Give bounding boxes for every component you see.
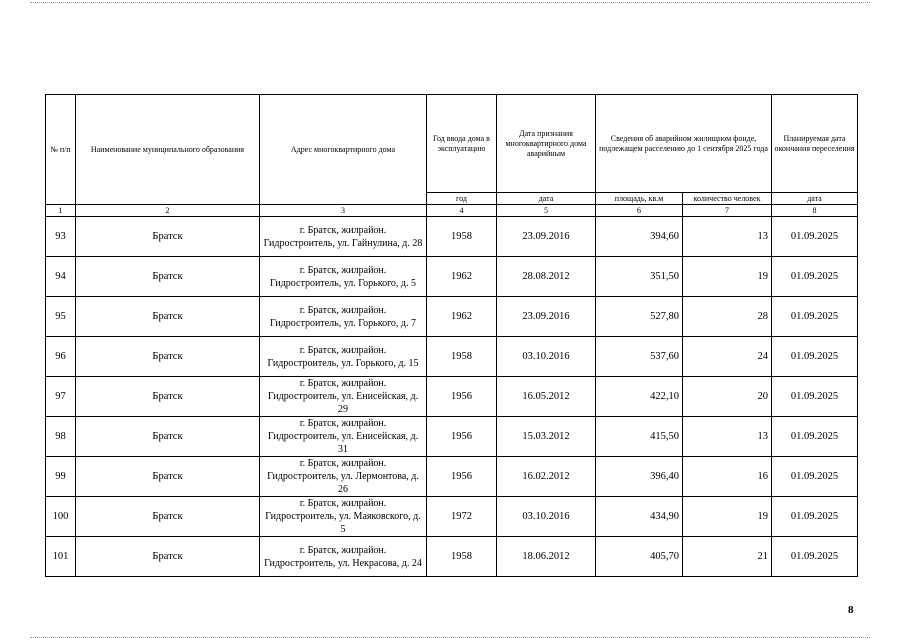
scan-edge-top — [30, 2, 870, 3]
header-info: Сведения об аварийном жилищном фонде, подлежащем расселению до 1 сентября 2025 года — [596, 95, 772, 193]
row-number-cell: 93 — [46, 217, 76, 257]
column-number: 1 — [46, 205, 76, 217]
recognition-date-cell: 23.09.2016 — [497, 297, 596, 337]
row-number-cell: 101 — [46, 537, 76, 577]
subheader-date: дата — [497, 193, 596, 205]
address-cell: г. Братск, жилрайон. Гидростроитель, ул. Маяковского, д. 5 — [260, 497, 427, 537]
area-cell: 527,80 — [596, 297, 683, 337]
subheader-planned: дата — [772, 193, 858, 205]
page-number: 8 — [848, 604, 854, 616]
table-row — [46, 337, 858, 377]
municipality-cell: Братск — [76, 457, 260, 497]
municipality-cell: Братск — [76, 217, 260, 257]
municipality-cell: Братск — [76, 537, 260, 577]
subheader-area: площадь, кв.м — [596, 193, 683, 205]
planned-date-cell: 01.09.2025 — [772, 217, 858, 257]
recognition-date-cell: 03.10.2016 — [497, 497, 596, 537]
people-count-cell: 13 — [683, 417, 772, 457]
people-count-cell: 13 — [683, 217, 772, 257]
year-cell: 1958 — [427, 537, 497, 577]
column-number: 8 — [772, 205, 858, 217]
municipality-cell: Братск — [76, 297, 260, 337]
table-row — [46, 537, 858, 577]
municipality-cell: Братск — [76, 257, 260, 297]
people-count-cell: 19 — [683, 257, 772, 297]
table-row — [46, 217, 858, 257]
row-number-cell: 96 — [46, 337, 76, 377]
subheader-year: год — [427, 193, 497, 205]
column-number-row — [46, 205, 858, 217]
planned-date-cell: 01.09.2025 — [772, 337, 858, 377]
planned-date-cell: 01.09.2025 — [772, 297, 858, 337]
year-cell: 1962 — [427, 257, 497, 297]
planned-date-cell: 01.09.2025 — [772, 377, 858, 417]
resettlement-table — [45, 94, 858, 577]
recognition-date-cell: 23.09.2016 — [497, 217, 596, 257]
year-cell: 1958 — [427, 217, 497, 257]
column-number: 6 — [596, 205, 683, 217]
column-number: 2 — [76, 205, 260, 217]
year-cell: 1956 — [427, 457, 497, 497]
header-recognition: Дата признания многоквартирного дома аварийным — [497, 95, 596, 193]
recognition-date-cell: 16.02.2012 — [497, 457, 596, 497]
year-cell: 1956 — [427, 377, 497, 417]
recognition-date-cell: 03.10.2016 — [497, 337, 596, 377]
planned-date-cell: 01.09.2025 — [772, 537, 858, 577]
address-cell: г. Братск, жилрайон. Гидростроитель, ул. Енисейская, д. 29 — [260, 377, 427, 417]
area-cell: 396,40 — [596, 457, 683, 497]
year-cell: 1956 — [427, 417, 497, 457]
address-cell: г. Братск, жилрайон. Гидростроитель, ул. Горького, д. 15 — [260, 337, 427, 377]
recognition-date-cell: 16.05.2012 — [497, 377, 596, 417]
address-cell: г. Братск, жилрайон. Гидростроитель, ул. Гайнулина, д. 28 — [260, 217, 427, 257]
area-cell: 351,50 — [596, 257, 683, 297]
row-number-cell: 94 — [46, 257, 76, 297]
address-cell: г. Братск, жилрайон. Гидростроитель, ул. Горького, д. 5 — [260, 257, 427, 297]
column-number: 4 — [427, 205, 497, 217]
table-row — [46, 497, 858, 537]
planned-date-cell: 01.09.2025 — [772, 257, 858, 297]
year-cell: 1972 — [427, 497, 497, 537]
subheader-people: количество человек — [683, 193, 772, 205]
municipality-cell: Братск — [76, 377, 260, 417]
area-cell: 422,10 — [596, 377, 683, 417]
people-count-cell: 20 — [683, 377, 772, 417]
address-cell: г. Братск, жилрайон. Гидростроитель, ул. Енисейская, д. 31 — [260, 417, 427, 457]
planned-date-cell: 01.09.2025 — [772, 457, 858, 497]
table-row — [46, 377, 858, 417]
row-number-cell: 97 — [46, 377, 76, 417]
scan-edge-bottom — [30, 637, 870, 638]
recognition-date-cell: 15.03.2012 — [497, 417, 596, 457]
row-number-cell: 95 — [46, 297, 76, 337]
year-cell: 1962 — [427, 297, 497, 337]
area-cell: 405,70 — [596, 537, 683, 577]
column-number: 7 — [683, 205, 772, 217]
column-number: 5 — [497, 205, 596, 217]
row-number-cell: 100 — [46, 497, 76, 537]
table-row — [46, 297, 858, 337]
year-cell: 1958 — [427, 337, 497, 377]
table-row — [46, 257, 858, 297]
municipality-cell: Братск — [76, 337, 260, 377]
table-row — [46, 417, 858, 457]
people-count-cell: 19 — [683, 497, 772, 537]
planned-date-cell: 01.09.2025 — [772, 417, 858, 457]
recognition-date-cell: 28.08.2012 — [497, 257, 596, 297]
area-cell: 415,50 — [596, 417, 683, 457]
municipality-cell: Братск — [76, 417, 260, 457]
people-count-cell: 28 — [683, 297, 772, 337]
people-count-cell: 16 — [683, 457, 772, 497]
area-cell: 537,60 — [596, 337, 683, 377]
planned-date-cell: 01.09.2025 — [772, 497, 858, 537]
header-address: Адрес многоквартирного дома — [260, 95, 427, 205]
header-name: Наименование муниципального образования — [76, 95, 260, 205]
address-cell: г. Братск, жилрайон. Гидростроитель, ул. Некрасова, д. 24 — [260, 537, 427, 577]
area-cell: 434,90 — [596, 497, 683, 537]
table-row — [46, 457, 858, 497]
header-row — [46, 95, 858, 193]
row-number-cell: 98 — [46, 417, 76, 457]
column-number: 3 — [260, 205, 427, 217]
header-num: № п/п — [46, 95, 76, 205]
address-cell: г. Братск, жилрайон. Гидростроитель, ул. Горького, д. 7 — [260, 297, 427, 337]
header-year: Год ввода дома в эксплуатацию — [427, 95, 497, 193]
recognition-date-cell: 18.06.2012 — [497, 537, 596, 577]
address-cell: г. Братск, жилрайон. Гидростроитель, ул. Лермонтова, д. 26 — [260, 457, 427, 497]
header-planned: Планируемая дата окончания переселения — [772, 95, 858, 193]
municipality-cell: Братск — [76, 497, 260, 537]
people-count-cell: 21 — [683, 537, 772, 577]
people-count-cell: 24 — [683, 337, 772, 377]
row-number-cell: 99 — [46, 457, 76, 497]
area-cell: 394,60 — [596, 217, 683, 257]
